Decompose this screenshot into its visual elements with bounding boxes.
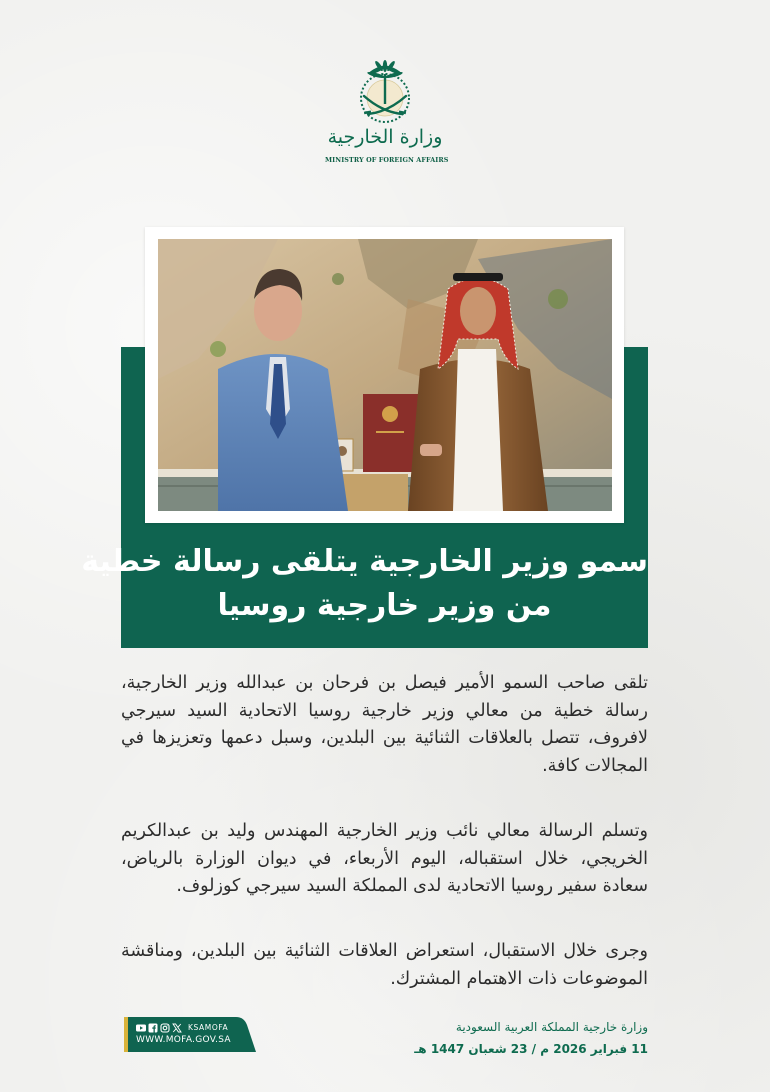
youtube-icon[interactable] [136, 1023, 146, 1033]
headline [81, 540, 648, 628]
article-paragraph: وجرى خلال الاستقبال، استعراض العلاقات الثنائية بين البلدين، ومناقشة الموضوعات ذات الاهتمام المشترك. [121, 941, 648, 989]
website-link[interactable]: WWW.MOFA.GOV.SA [136, 1035, 231, 1045]
x-icon[interactable] [172, 1023, 182, 1033]
saudi-emblem-icon [352, 60, 418, 124]
photo-frame [145, 227, 624, 523]
article-paragraph: تلقى صاحب السمو الأمير فيصل بن فرحان بن عبدالله وزير الخارجية، رسالة خطية من معالي وزير خارجية روسيا الاتحادية السيد سيرجي لافروف، تتصل بالعلاقات الثنائية بين البلدين، وسبل دعمها وتعزيزها في المجالات كافة. [121, 673, 648, 776]
ministry-name-english: MINISTRY OF FOREIGN AFFAIRS [325, 156, 449, 164]
headline-line-2: من وزير خارجية روسيا [217, 588, 552, 623]
social-links [136, 1022, 228, 1033]
news-photo [158, 239, 612, 511]
organization-name: وزارة خارجية المملكة العربية السعودية [455, 1020, 648, 1034]
news-photo-illustration [158, 239, 612, 511]
article-paragraph: وتسلم الرسالة معالي نائب وزير الخارجية المهندس وليد بن عبدالكريم الخريجي، خلال استقباله، اليوم الأربعاء، في ديوان الوزارة بالرياض، سعادة سفير روسيا الاتحادية لدى المملكة السيد سيرجي كوزلوف. [121, 821, 648, 896]
instagram-icon[interactable] [160, 1023, 170, 1033]
ministry-name-arabic: وزارة الخارجية [327, 126, 443, 148]
headline-line-1: سمو وزير الخارجية يتلقى رسالة خطية [81, 544, 648, 579]
publication-date: 11 فبراير 2026 م / 23 شعبان 1447 هـ [414, 1042, 648, 1056]
social-badge [124, 1017, 256, 1052]
social-handle[interactable]: KSAMOFA [188, 1023, 229, 1032]
facebook-icon[interactable] [148, 1023, 158, 1033]
publication-info [380, 1017, 648, 1059]
ministry-logo [325, 60, 449, 172]
